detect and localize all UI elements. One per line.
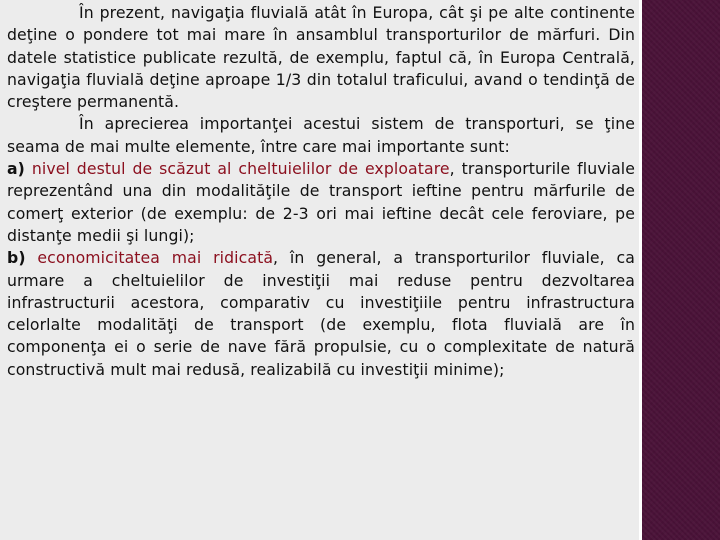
list-item-a-highlight: nivel destul de scăzut al cheltuielilor de exploatare — [31, 159, 450, 179]
paragraph-criteria-text: În aprecierea importanţei acestui sistem de transporturi, se ţine seama de mai multe elemente, între care mai importante sunt: — [7, 114, 635, 156]
list-item-a — [7, 158, 635, 247]
list-item-b-highlight: economicitatea mai ridicată — [37, 248, 274, 268]
decorative-side-panel — [642, 0, 720, 540]
list-item-a-text: , transporturile fluviale reprezentând una din modalităţile de transport ieftine pentru mărfurile de comerţ exterior (de exemplu: de 2-3 ori mai ieftine decât cele feroviare, pe distanţe medii şi lungi); — [7, 159, 635, 245]
paragraph-criteria — [7, 113, 635, 158]
slide-text-body — [7, 2, 635, 381]
list-item-b-text: , în general, a transporturilor fluviale, ca urmare a cheltuielilor de investiţii mai reduse pentru dezvoltarea infrastructurii acestora, comparativ cu investiţiile pentru infrastructura celorlalte modalităţi de transport (de exemplu, flota fluvială are în componenţa ei o serie de nave fără propulsie, cu o complexitate de natură constructivă mult mai redusă, realizabilă cu investiţii minime); — [7, 248, 635, 379]
list-marker-a: a) — [7, 159, 25, 179]
paragraph-intro-text: În prezent, navigaţia fluvială atât în Europa, cât şi pe alte continente deţine o pondere tot mai mare în ansamblul transporturilor de mărfuri. Din datele statistice publicate rezultă, de exemplu, faptul că, în Europa Centrală, navigaţia fluvială deţine aproape 1/3 din totalul traficului, avand o tendinţă de creştere permanentă. — [7, 3, 635, 112]
list-marker-b: b) — [7, 248, 26, 268]
list-item-b — [7, 247, 635, 381]
paragraph-intro — [7, 2, 635, 113]
